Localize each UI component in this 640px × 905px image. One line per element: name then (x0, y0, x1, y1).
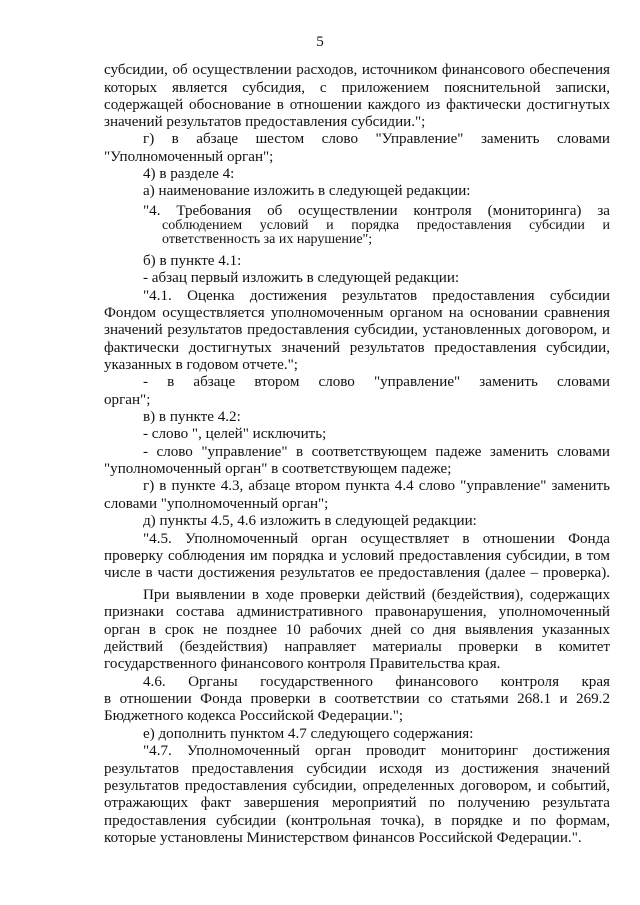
text-line: "4. Требования об осуществлении контроля (мониторинга) за (143, 203, 610, 219)
text-line: которых является субсидия, с приложением пояснительной записки, (104, 80, 610, 96)
text-line: проверку соблюдения им порядка и условий предоставления субсидии, в том (104, 548, 610, 564)
text-line: - слово ", целей" исключить; (143, 426, 327, 442)
text-line: 4.6. Органы государственного финансового контроля края (143, 674, 610, 690)
text-line: б) в пункте 4.1: (143, 253, 242, 269)
text-line: предоставления субсидии (контрольная точка), в порядке и по формам, (104, 813, 610, 829)
text-line: 4) в разделе 4: (143, 166, 235, 182)
text-line: фактически достигнутых значений результатов предоставления субсидии, (104, 340, 610, 356)
text-line: отражающих факт завершения мероприятий по получению результата (104, 795, 610, 811)
text-line: числе в части достижения результатов ее предоставления (далее – проверка). (104, 565, 610, 581)
text-line: г) в абзаце шестом слово "Управление" заменить словами (143, 131, 610, 147)
text-line: а) наименование изложить в следующей редакции: (143, 183, 471, 199)
text-line: "уполномоченный орган" в соответствующем падеже; (104, 461, 452, 477)
text-line: содержащей обоснование в отношении каждого из фактически достигнутых (104, 97, 610, 113)
text-line: - абзац первый изложить в следующей редакции: (143, 270, 460, 286)
text-line: "4.1. Оценка достижения результатов предоставления субсидии (143, 288, 610, 304)
text-line: результатов предоставления субсидии исходя из достижения значений (104, 761, 610, 777)
text-line: "4.5. Уполномоченный орган осуществляет в отношении Фонда (143, 531, 610, 547)
text-line: Фондом осуществляется уполномоченным органом на основании сравнения (104, 305, 610, 321)
text-line: государственного финансового контроля Правительства края. (104, 656, 501, 672)
text-line: действий (бездействия) направляет материалы проверки в комитет (104, 639, 610, 655)
text-line: Бюджетного кодекса Российской Федерации."; (104, 708, 404, 724)
text-line: е) дополнить пунктом 4.7 следующего содержания: (143, 726, 474, 742)
text-line: - слово "управление" в соответствующем падеже заменить словами (143, 444, 610, 460)
text-line: указанных в годовом отчете."; (104, 357, 298, 373)
text-line: орган"; (104, 392, 151, 408)
text-line: "4.7. Уполномоченный орган проводит мониторинг достижения (143, 743, 610, 759)
text-line: ответственность за их нарушение"; (162, 232, 373, 247)
text-line: - в абзаце втором слово "управление" заменить словами (143, 374, 610, 390)
text-line: соблюдением условий и порядка предоставления субсидии и (162, 219, 610, 233)
text-line: значений результатов предоставления субсидии, установленных договором, и (104, 322, 610, 338)
text-line: результатов предоставления субсидии, определенных договором, и событий, (104, 778, 610, 794)
text-line: орган в срок не позднее 10 рабочих дней со дня выявления указанных (104, 622, 610, 638)
page-number: 5 (316, 34, 324, 50)
text-line: При выявлении в ходе проверки действий (бездействия), содержащих (143, 587, 610, 603)
text-line: словами "уполномоченный орган"; (104, 496, 329, 512)
text-line: г) в пункте 4.3, абзаце втором пункта 4.4 слово "управление" заменить (143, 478, 610, 494)
text-line: которые установлены Министерством финансов Российской Федерации.". (104, 830, 582, 846)
text-line: признаки состава административного правонарушения, уполномоченный (104, 604, 610, 620)
text-line: субсидии, об осуществлении расходов, источником финансового обеспечения (104, 62, 610, 78)
text-line: значений результатов предоставления субсидии."; (104, 114, 426, 130)
text-line: в) в пункте 4.2: (143, 409, 241, 425)
text-line: д) пункты 4.5, 4.6 изложить в следующей редакции: (143, 513, 477, 529)
text-line: в отношении Фонда проверки в соответствии со статьями 268.1 и 269.2 (104, 691, 610, 707)
text-line: "Уполномоченный орган"; (104, 149, 274, 165)
